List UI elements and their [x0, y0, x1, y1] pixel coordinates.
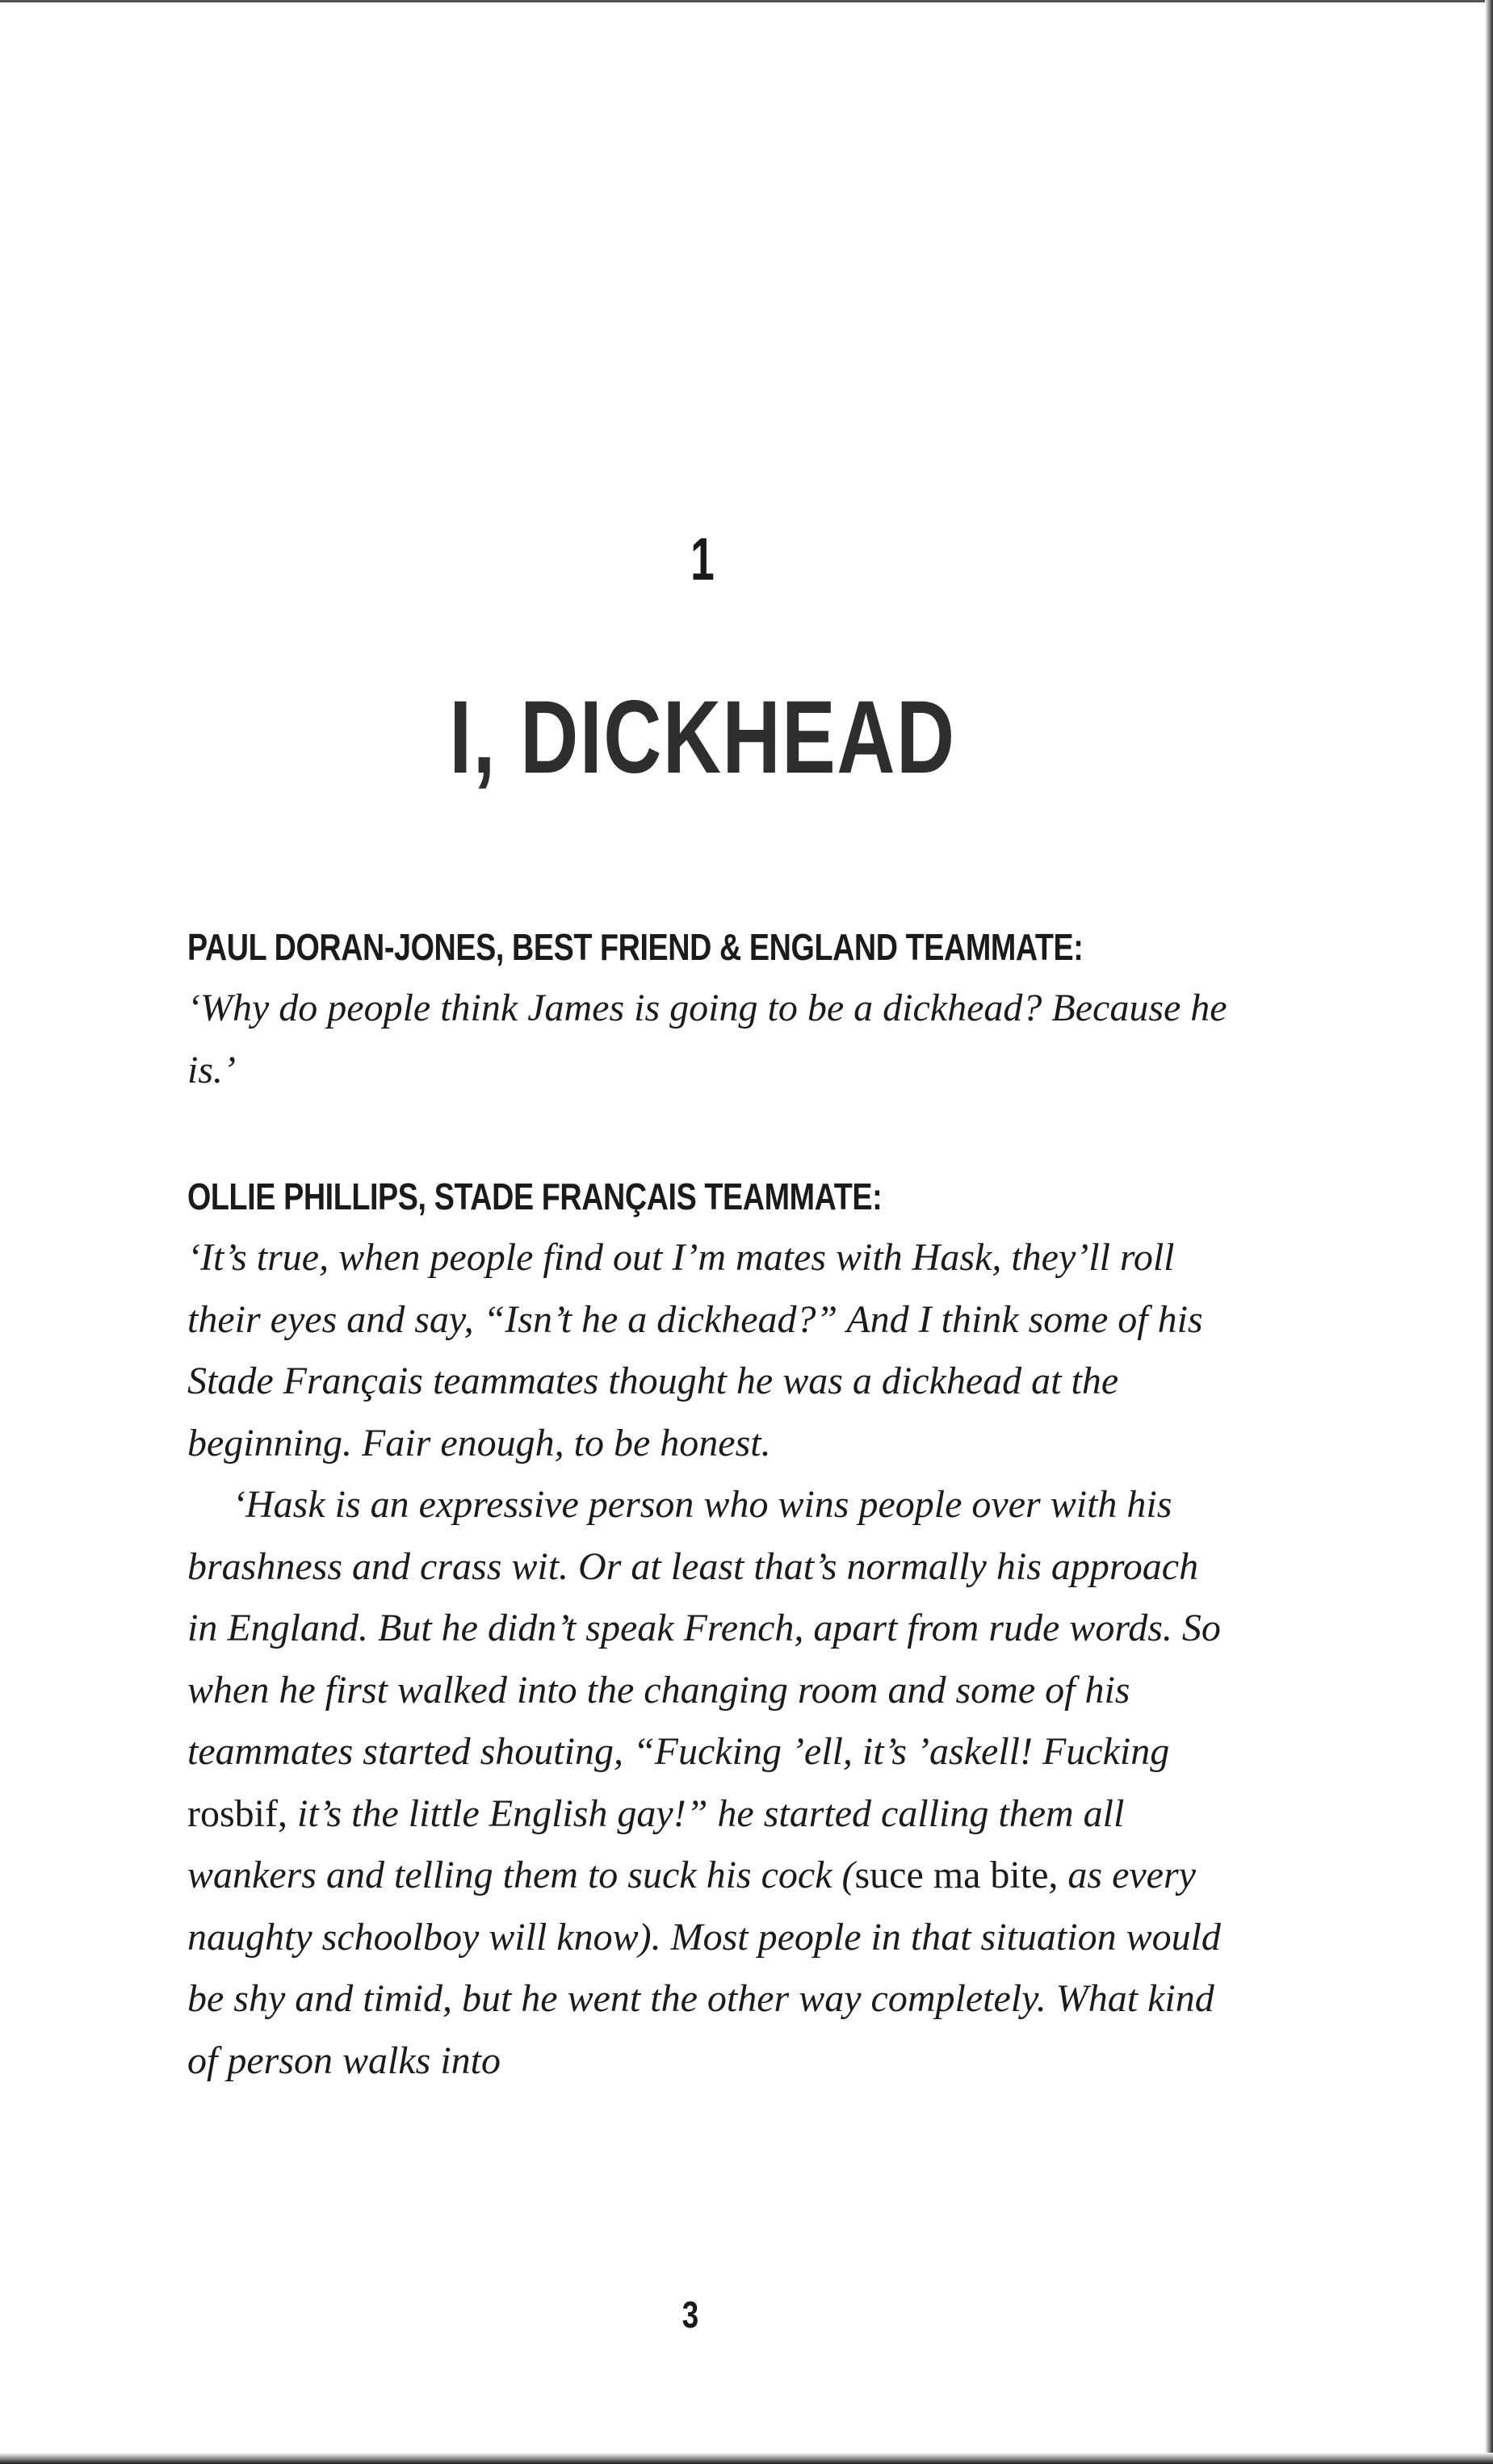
scan-edge-right: [1485, 0, 1493, 2464]
roman-word: rosbif,: [187, 1791, 287, 1835]
scan-edge-top: [0, 0, 1493, 2]
page-number: 3: [681, 2294, 699, 2336]
roman-phrase: suce ma bite,: [854, 1854, 1059, 1896]
quote-text: ‘Hask is an expressive person who wins people over with his brashness and crass wit. Or at least that’s normally his approach in England. But he didn’t speak French, apart from rude words. So when he first walked into the changing room and some of his teammates started shouting, “Fucking ’ell, it’s ’askell! Fucking: [187, 1483, 1221, 1773]
quote-paragraph: [187, 1474, 1237, 2092]
speaker-heading: PAUL DORAN-JONES, BEST FRIEND & ENGLAND TEAMMATE:: [187, 926, 1084, 968]
speaker-heading: OLLIE PHILLIPS, STADE FRANÇAIS TEAMMATE:: [187, 1175, 883, 1217]
scan-edge-bottom: [0, 2453, 1493, 2464]
section-gap: [187, 1101, 1237, 1166]
quote-text: as every naughty schoolboy will know). Most people in that situation would be shy and timid, but he went the other way completely. What kind of person walks into: [187, 1854, 1221, 2082]
body-text: [187, 916, 1237, 2092]
chapter-number: 1: [690, 526, 715, 593]
quote-paragraph: ‘Why do people think James is going to be a dickhead? Because he is.’: [187, 987, 1227, 1092]
quote-paragraph: ‘It’s true, when people find out I’m mates with Hask, they’ll roll their eyes and say, “Isn’t he a dickhead?” And I think some of his Stade Français teammates thought he was a dickhead at the beginning. Fair enough, to be honest.: [187, 1236, 1203, 1465]
quote-text: it’s the little English gay!” he started calling them all wankers and telling them to suck his cock (: [187, 1791, 1125, 1896]
chapter-title: I, DICKHEAD: [449, 680, 956, 795]
